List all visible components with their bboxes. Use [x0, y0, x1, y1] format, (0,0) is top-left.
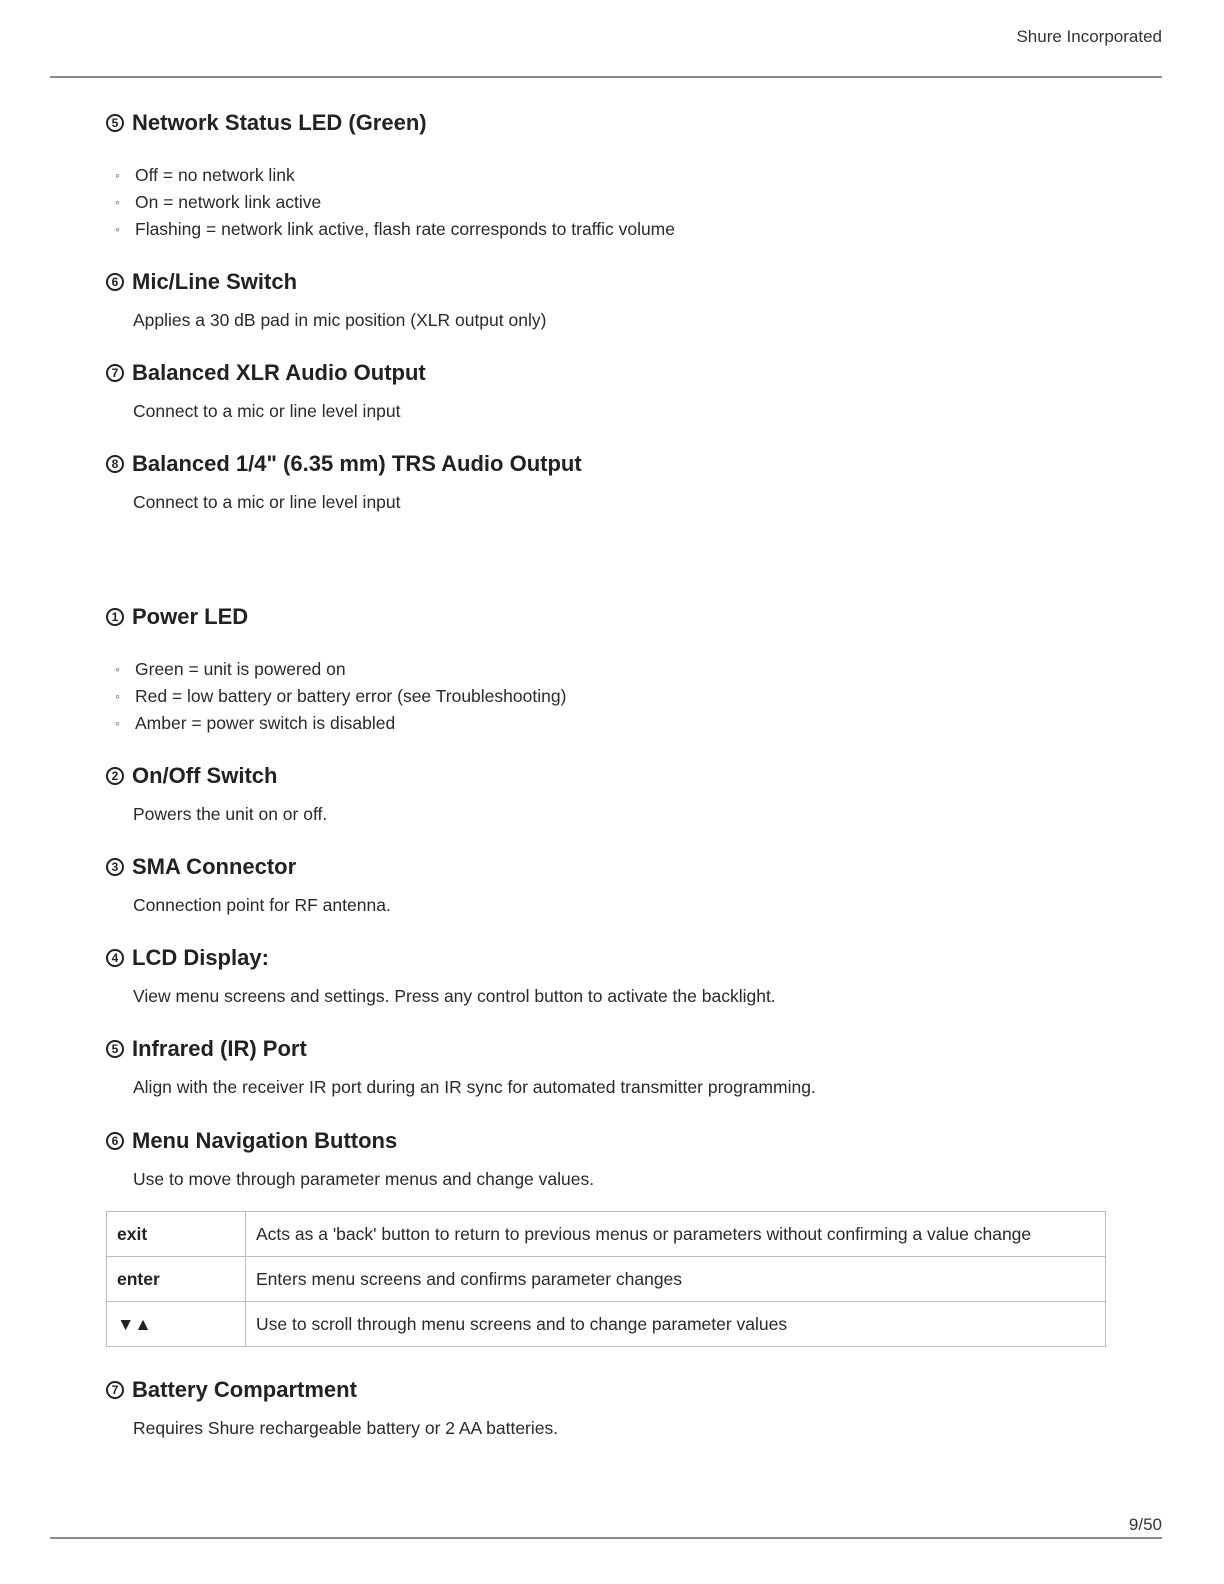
section-title: Battery Compartment [132, 1377, 357, 1402]
section-menu-navigation-buttons [106, 1128, 1116, 1190]
section-battery-compartment [106, 1377, 1116, 1439]
circled-number-icon: 4 [106, 949, 124, 967]
circled-number-icon: 6 [106, 1132, 124, 1150]
section-title: Balanced 1/4" (6.35 mm) TRS Audio Output [132, 451, 582, 476]
section-heading [106, 1377, 1116, 1403]
section-description: Requires Shure rechargeable battery or 2 AA batteries. [133, 1418, 559, 1438]
section-title: SMA Connector [132, 854, 297, 879]
section-title: Infrared (IR) Port [132, 1036, 307, 1061]
table-cell-key: exit [107, 1212, 246, 1257]
section-heading [106, 763, 1116, 789]
bullet-list [106, 162, 1116, 243]
section-network-status-led [106, 110, 1116, 243]
section-heading [106, 269, 1116, 295]
circled-number-icon: 2 [106, 767, 124, 785]
table-cell-value: Use to scroll through menu screens and to change parameter values [246, 1302, 1106, 1347]
header-company: Shure Incorporated [1016, 27, 1162, 46]
table-cell-value: Enters menu screens and confirms parameter changes [246, 1257, 1106, 1302]
section-heading [106, 360, 1116, 386]
page-number: 9/50 [1128, 1515, 1162, 1534]
section-description: View menu screens and settings. Press any control button to activate the backlight. [133, 986, 776, 1006]
list-item: ◦ Flashing = network link active, flash rate corresponds to traffic volume [106, 216, 1116, 243]
section-description: Connect to a mic or line level input [133, 492, 401, 512]
circled-number-icon: 8 [106, 455, 124, 473]
section-title: Power LED [132, 604, 249, 629]
list-item: ◦ Amber = power switch is disabled [106, 710, 1116, 737]
section-lcd-display [106, 945, 1116, 1007]
circled-number-icon: 7 [106, 1381, 124, 1399]
section-description: Connect to a mic or line level input [133, 401, 401, 421]
section-mic-line-switch [106, 269, 1116, 331]
section-description: Connection point for RF antenna. [133, 895, 391, 915]
section-heading [106, 1036, 1116, 1062]
section-title: Balanced XLR Audio Output [132, 360, 426, 385]
circled-number-icon: 5 [106, 114, 124, 132]
table-cell-key: enter [107, 1257, 246, 1302]
circled-number-icon: 1 [106, 608, 124, 626]
circled-number-icon: 7 [106, 364, 124, 382]
section-description: Applies a 30 dB pad in mic position (XLR output only) [133, 310, 547, 330]
header-divider [50, 76, 1162, 78]
menu-buttons-table [106, 1211, 1106, 1347]
bullet-list [106, 656, 1116, 737]
circled-number-icon: 3 [106, 858, 124, 876]
section-title: Mic/Line Switch [132, 269, 298, 294]
section-title: LCD Display: [132, 945, 269, 970]
list-item: ◦ Red = low battery or battery error (see Troubleshooting) [106, 683, 1116, 710]
section-description: Powers the unit on or off. [133, 804, 328, 824]
section-description: Use to move through parameter menus and change values. [133, 1169, 595, 1189]
circled-number-icon: 6 [106, 273, 124, 291]
section-on-off-switch [106, 763, 1116, 825]
table-row [107, 1302, 1106, 1347]
section-heading [106, 1128, 1116, 1154]
list-item: ◦ On = network link active [106, 189, 1116, 216]
table-row [107, 1257, 1106, 1302]
section-heading [106, 945, 1116, 971]
circled-number-icon: 5 [106, 1040, 124, 1058]
section-heading [106, 854, 1116, 880]
section-heading [106, 110, 1116, 136]
table-row [107, 1212, 1106, 1257]
list-item: ◦ Green = unit is powered on [106, 656, 1116, 683]
list-item: ◦ Off = no network link [106, 162, 1116, 189]
section-ir-port [106, 1036, 1116, 1098]
section-power-led [106, 604, 1116, 737]
section-trs-output [106, 451, 1116, 513]
section-title: Network Status LED (Green) [132, 110, 427, 135]
section-heading [106, 604, 1116, 630]
section-xlr-output [106, 360, 1116, 422]
section-heading [106, 451, 1116, 477]
section-sma-connector [106, 854, 1116, 916]
section-description: Align with the receiver IR port during an IR sync for automated transmitter programming. [133, 1077, 816, 1097]
section-title: Menu Navigation Buttons [132, 1128, 398, 1153]
table-cell-key: ▼▲ [107, 1302, 246, 1347]
table-cell-value: Acts as a 'back' button to return to previous menus or parameters without confirming a value change [246, 1212, 1106, 1257]
footer-divider [50, 1537, 1162, 1539]
section-title: On/Off Switch [132, 763, 278, 788]
